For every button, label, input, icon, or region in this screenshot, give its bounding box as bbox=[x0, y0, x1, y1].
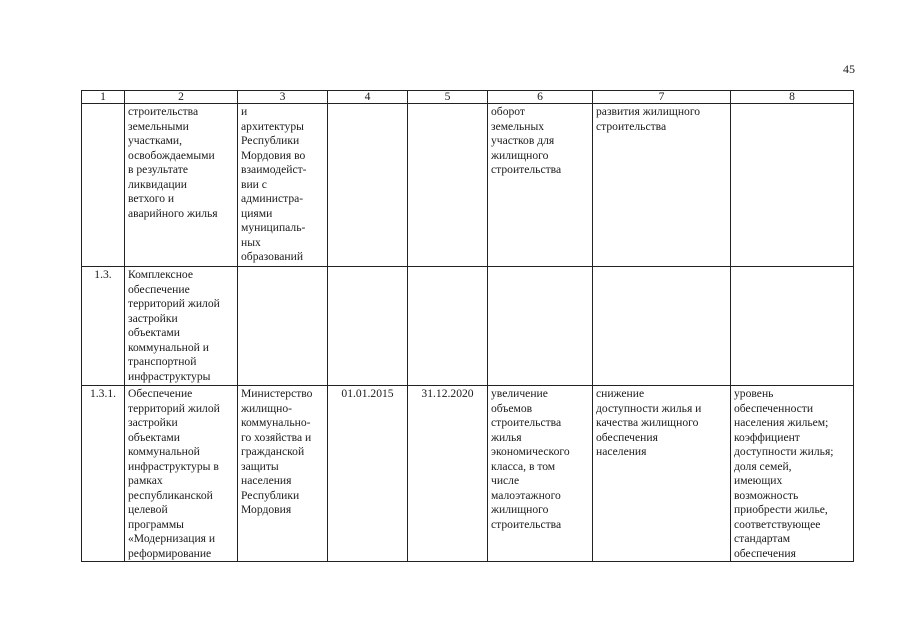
cell-text-line: Обеспечение bbox=[128, 387, 193, 400]
cell-text-line: освобождаемыми bbox=[128, 148, 215, 162]
cell-text-line: гражданской bbox=[241, 445, 305, 458]
measure-name-cell bbox=[125, 386, 238, 562]
cell-text-line: программы bbox=[128, 517, 184, 531]
row-number-cell bbox=[82, 104, 125, 267]
cell-text-line: образований bbox=[241, 250, 304, 263]
cell-text-line: застройки bbox=[128, 311, 178, 325]
cell-text-line: экономического bbox=[491, 445, 570, 458]
expected-result-cell bbox=[488, 386, 593, 562]
measure-name-cell bbox=[125, 104, 238, 267]
end-date-cell: 31.12.2020 bbox=[408, 386, 488, 562]
cell-text-line: циями bbox=[241, 206, 273, 220]
cell-text-line: Комплексное bbox=[128, 268, 193, 281]
cell-text-line: строительства bbox=[596, 119, 667, 133]
cell-text-line: муниципаль- bbox=[241, 221, 306, 234]
cell-text-line: населения bbox=[241, 474, 292, 487]
cell-text-line: жилищного bbox=[491, 148, 549, 162]
cell-text-line: «Модернизация и bbox=[128, 532, 216, 545]
end-date-cell bbox=[408, 267, 488, 386]
page-number: 45 bbox=[843, 62, 855, 76]
cell-text-line: коммунальной bbox=[128, 445, 200, 458]
start-date-cell: 01.01.2015 bbox=[328, 386, 408, 562]
cell-text-line: качества жилищного bbox=[596, 416, 699, 429]
cell-text-line: населения bbox=[596, 445, 647, 458]
measures-table bbox=[81, 90, 854, 562]
cell-text-line: ных bbox=[241, 235, 261, 249]
cell-text-line: рамках bbox=[128, 474, 163, 487]
cell-text-line: администра- bbox=[241, 192, 304, 205]
expected-result-cell bbox=[488, 104, 593, 267]
cell-text-line: возможность bbox=[734, 488, 799, 502]
start-date-cell bbox=[328, 267, 408, 386]
cell-text-line: взаимодейст- bbox=[241, 163, 307, 176]
row-number-cell: 1.3.1. bbox=[82, 386, 125, 562]
cell-text-line: реформирование bbox=[128, 546, 212, 560]
consequences-cell bbox=[593, 386, 731, 562]
cell-text-line: ликвидации bbox=[128, 177, 187, 191]
table-header-row bbox=[82, 91, 854, 104]
indicators-cell bbox=[731, 386, 854, 562]
cell-text-line: территорий жилой bbox=[128, 401, 220, 415]
cell-text-line: имеющих bbox=[734, 474, 783, 487]
cell-text-line: класса, в том bbox=[491, 459, 556, 473]
cell-text-line: строительства bbox=[491, 163, 562, 176]
cell-text-line: земельными bbox=[128, 119, 189, 133]
cell-text-line: объемов bbox=[491, 401, 533, 415]
cell-text-line: малоэтажного bbox=[491, 488, 561, 502]
cell-text-line: инфраструктуры bbox=[128, 369, 211, 383]
cell-text-line: строительства bbox=[491, 517, 562, 531]
row-number-cell: 1.3. bbox=[82, 267, 125, 386]
cell-text-line: инфраструктуры в bbox=[128, 459, 219, 473]
cell-text-line: земельных bbox=[491, 119, 545, 133]
cell-text-line: жилищного bbox=[491, 503, 549, 516]
cell-text-line: населения жильем; bbox=[734, 416, 829, 429]
cell-text-line: застройки bbox=[128, 416, 178, 429]
table-row bbox=[82, 104, 854, 267]
start-date-cell bbox=[328, 104, 408, 267]
header-cell: 8 bbox=[731, 91, 854, 104]
header-cell: 3 bbox=[238, 91, 328, 104]
cell-text-line: доля семей, bbox=[734, 459, 792, 473]
cell-text-line: доступности жилья и bbox=[596, 401, 702, 415]
table-row bbox=[82, 267, 854, 386]
header-cell: 2 bbox=[125, 91, 238, 104]
cell-text-line: обеспеченности bbox=[734, 401, 814, 415]
header-cell: 4 bbox=[328, 91, 408, 104]
measure-name-cell bbox=[125, 267, 238, 386]
responsible-cell bbox=[238, 267, 328, 386]
cell-text-line: числе bbox=[491, 474, 520, 487]
cell-text-line: ветхого и bbox=[128, 192, 175, 205]
cell-text-line: участками, bbox=[128, 134, 183, 147]
cell-text-line: жилья bbox=[491, 430, 522, 444]
indicators-cell bbox=[731, 104, 854, 267]
cell-text-line: доступности жилья; bbox=[734, 445, 834, 458]
cell-text-line: соответствующее bbox=[734, 517, 821, 531]
header-cell: 6 bbox=[488, 91, 593, 104]
cell-text-line: Министерство bbox=[241, 387, 313, 400]
responsible-cell bbox=[238, 104, 328, 267]
header-cell: 7 bbox=[593, 91, 731, 104]
cell-text-line: республиканской bbox=[128, 488, 213, 502]
cell-text-line: защиты bbox=[241, 459, 279, 473]
cell-text-line: Мордовия во bbox=[241, 148, 306, 162]
cell-text-line: снижение bbox=[596, 387, 645, 400]
cell-text-line: и bbox=[241, 105, 248, 118]
cell-text-line: оборот bbox=[491, 105, 525, 118]
cell-text-line: Республики bbox=[241, 488, 300, 502]
end-date-cell bbox=[408, 104, 488, 267]
table-row bbox=[82, 386, 854, 562]
cell-text-line: в результате bbox=[128, 163, 188, 176]
cell-text-line: объектами bbox=[128, 326, 180, 339]
cell-text-line: участков для bbox=[491, 134, 555, 147]
header-cell: 1 bbox=[82, 91, 125, 104]
cell-text-line: стандартам bbox=[734, 532, 791, 545]
cell-text-line: объектами bbox=[128, 430, 180, 444]
cell-text-line: территорий жилой bbox=[128, 297, 220, 310]
cell-text-line: увеличение bbox=[491, 387, 548, 400]
cell-text-line: уровень bbox=[734, 387, 774, 400]
cell-text-line: строительства bbox=[128, 105, 199, 118]
cell-text-line: жилищно- bbox=[241, 401, 292, 415]
responsible-cell bbox=[238, 386, 328, 562]
indicators-cell bbox=[731, 267, 854, 386]
cell-text-line: архитектуры bbox=[241, 119, 304, 133]
cell-text-line: Мордовия bbox=[241, 503, 292, 516]
cell-text-line: целевой bbox=[128, 503, 168, 516]
cell-text-line: обеспечение bbox=[128, 282, 190, 296]
cell-text-line: коэффициент bbox=[734, 430, 800, 444]
cell-text-line: го хозяйства и bbox=[241, 430, 312, 444]
header-cell: 5 bbox=[408, 91, 488, 104]
cell-text-line: Республики bbox=[241, 134, 300, 147]
consequences-cell bbox=[593, 267, 731, 386]
cell-text-line: коммунальной и bbox=[128, 340, 209, 354]
cell-text-line: строительства bbox=[491, 416, 562, 429]
cell-text-line: обеспечения bbox=[596, 430, 658, 444]
consequences-cell bbox=[593, 104, 731, 267]
cell-text-line: обеспечения bbox=[734, 546, 796, 560]
cell-text-line: приобрести жилье, bbox=[734, 503, 828, 516]
cell-text-line: развития жилищного bbox=[596, 105, 701, 118]
cell-text-line: коммунально- bbox=[241, 416, 311, 429]
expected-result-cell bbox=[488, 267, 593, 386]
cell-text-line: вии с bbox=[241, 177, 267, 191]
cell-text-line: транспортной bbox=[128, 355, 197, 368]
cell-text-line: аварийного жилья bbox=[128, 206, 218, 220]
